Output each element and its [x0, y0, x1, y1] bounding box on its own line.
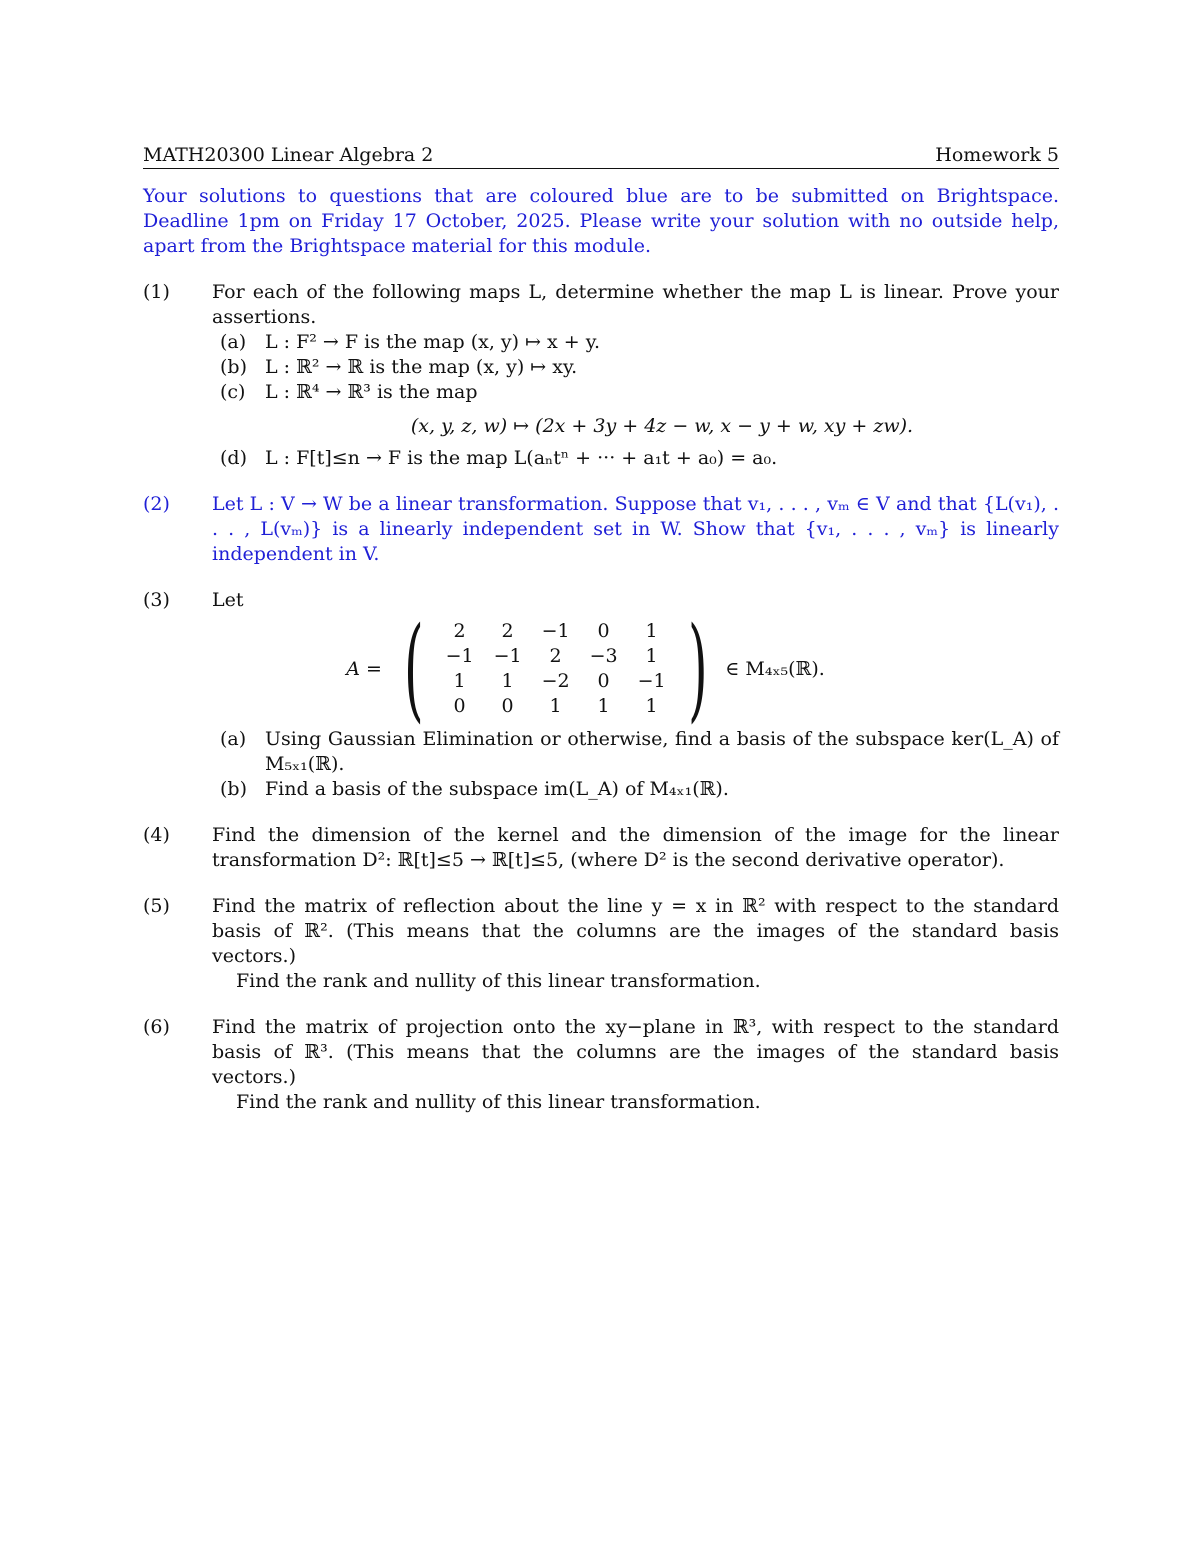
question-text: Find the matrix of reflection about the line y = x in ℝ² with respect to the standard basis of ℝ². (This means that the columns are the images of the standard basis vectors.) — [212, 895, 1059, 967]
submission-instructions: Your solutions to questions that are coloured blue are to be submitted on Brightspace. Deadline 1pm on Friday 17 October, 2025. Please write your solution with no outside help, apart from the Brightspace material for this module. — [143, 185, 1059, 257]
question-followup: Find the rank and nullity of this linear transformation. — [236, 1091, 761, 1113]
subpart-b — [220, 355, 1059, 380]
matrix-grid — [436, 619, 676, 719]
homework-page — [143, 143, 1059, 1115]
matrix-rhs: ∈ M₄ₓ₅(ℝ). — [725, 657, 825, 680]
subpart-label: (b) — [220, 778, 247, 800]
matrix-cell: −1 — [637, 670, 666, 692]
subpart-text: L : ℝ⁴ → ℝ³ is the map — [265, 381, 478, 403]
subpart-a — [220, 727, 1059, 777]
page-header — [143, 143, 1059, 169]
matrix-cell: −1 — [541, 620, 570, 642]
question-text: Let L : V → W be a linear transformation. Suppose that v₁, . . . , vₘ ∈ V and that {L(v₁), . . . , L(vₘ)} is a linearly independent set in W. Show that {v₁, . . . , vₘ} is linearly independent in V. — [212, 493, 1059, 565]
subpart-b — [220, 777, 1059, 802]
matrix-cell: 0 — [501, 695, 514, 717]
subpart-text: Find a basis of the subspace im(L_A) of M₄ₓ₁(ℝ). — [265, 778, 729, 800]
question-number: (2) — [143, 493, 170, 515]
matrix-cell: 2 — [453, 620, 466, 642]
question-followup: Find the rank and nullity of this linear transformation. — [236, 970, 761, 992]
question-number: (3) — [143, 589, 170, 611]
left-paren: ( — [403, 604, 424, 734]
right-paren: ) — [687, 604, 708, 734]
subpart-text: L : ℝ² → ℝ is the map (x, y) ↦ xy. — [265, 356, 578, 378]
question-number: (5) — [143, 895, 170, 917]
subpart-label: (b) — [220, 356, 247, 378]
subpart-text: L : F[t]≤n → F is the map L(aₙtⁿ + ··· + a₁t + a₀) = a₀. — [265, 447, 778, 469]
matrix-cell: 1 — [597, 695, 610, 717]
matrix-cell: 1 — [549, 695, 562, 717]
matrix-cell: 1 — [645, 620, 658, 642]
question-number: (6) — [143, 1016, 170, 1038]
matrix-cell: −1 — [493, 645, 522, 667]
matrix-cell: 1 — [645, 695, 658, 717]
matrix-equation — [112, 604, 1059, 734]
matrix-cell: −3 — [589, 645, 618, 667]
course-title: MATH20300 Linear Algebra 2 — [143, 144, 434, 166]
matrix-cell: 0 — [597, 620, 610, 642]
subpart-text: L : F² → F is the map (x, y) ↦ x + y. — [265, 331, 601, 353]
subpart-c — [220, 380, 1059, 446]
subpart-label: (a) — [220, 728, 247, 750]
question-3 — [143, 588, 1059, 802]
subpart-label: (d) — [220, 447, 247, 469]
matrix-cell: 1 — [645, 645, 658, 667]
matrix-lhs: A = — [346, 657, 382, 680]
question-number: (1) — [143, 281, 170, 303]
matrix-cell: 1 — [453, 670, 466, 692]
subpart-a — [220, 330, 1059, 355]
matrix-cell: 2 — [501, 620, 514, 642]
question-4 — [143, 823, 1059, 873]
matrix-cell: 2 — [549, 645, 562, 667]
matrix-cell: −2 — [541, 670, 570, 692]
matrix-cell: 0 — [597, 670, 610, 692]
subpart-label: (c) — [220, 381, 246, 403]
question-5 — [143, 894, 1059, 994]
matrix-A — [392, 604, 719, 734]
question-text: Find the dimension of the kernel and the dimension of the image for the linear transformation D²: ℝ[t]≤5 → ℝ[t]≤5, (where D² is the second derivative operator). — [212, 824, 1059, 871]
question-2 — [143, 492, 1059, 567]
display-equation: (x, y, z, w) ↦ (2x + 3y + 4z − w, x − y + w, xy + zw). — [410, 415, 914, 437]
question-text: Find the matrix of projection onto the xy−plane in ℝ³, with respect to the standard basis of ℝ³. (This means that the columns are the images of the standard basis vectors.) — [212, 1016, 1059, 1088]
question-text: Let — [212, 589, 244, 611]
question-number: (4) — [143, 824, 170, 846]
assignment-title: Homework 5 — [935, 144, 1059, 166]
matrix-cell: 1 — [501, 670, 514, 692]
question-1 — [143, 280, 1059, 471]
question-6 — [143, 1015, 1059, 1115]
matrix-cell: −1 — [445, 645, 474, 667]
matrix-cell: 0 — [453, 695, 466, 717]
question-text: For each of the following maps L, determine whether the map L is linear. Prove your assertions. — [212, 281, 1059, 328]
subpart-d — [220, 446, 1059, 471]
subpart-text: Using Gaussian Elimination or otherwise, find a basis of the subspace ker(L_A) of M₅ₓ₁(ℝ). — [265, 728, 1059, 775]
subpart-label: (a) — [220, 331, 247, 353]
